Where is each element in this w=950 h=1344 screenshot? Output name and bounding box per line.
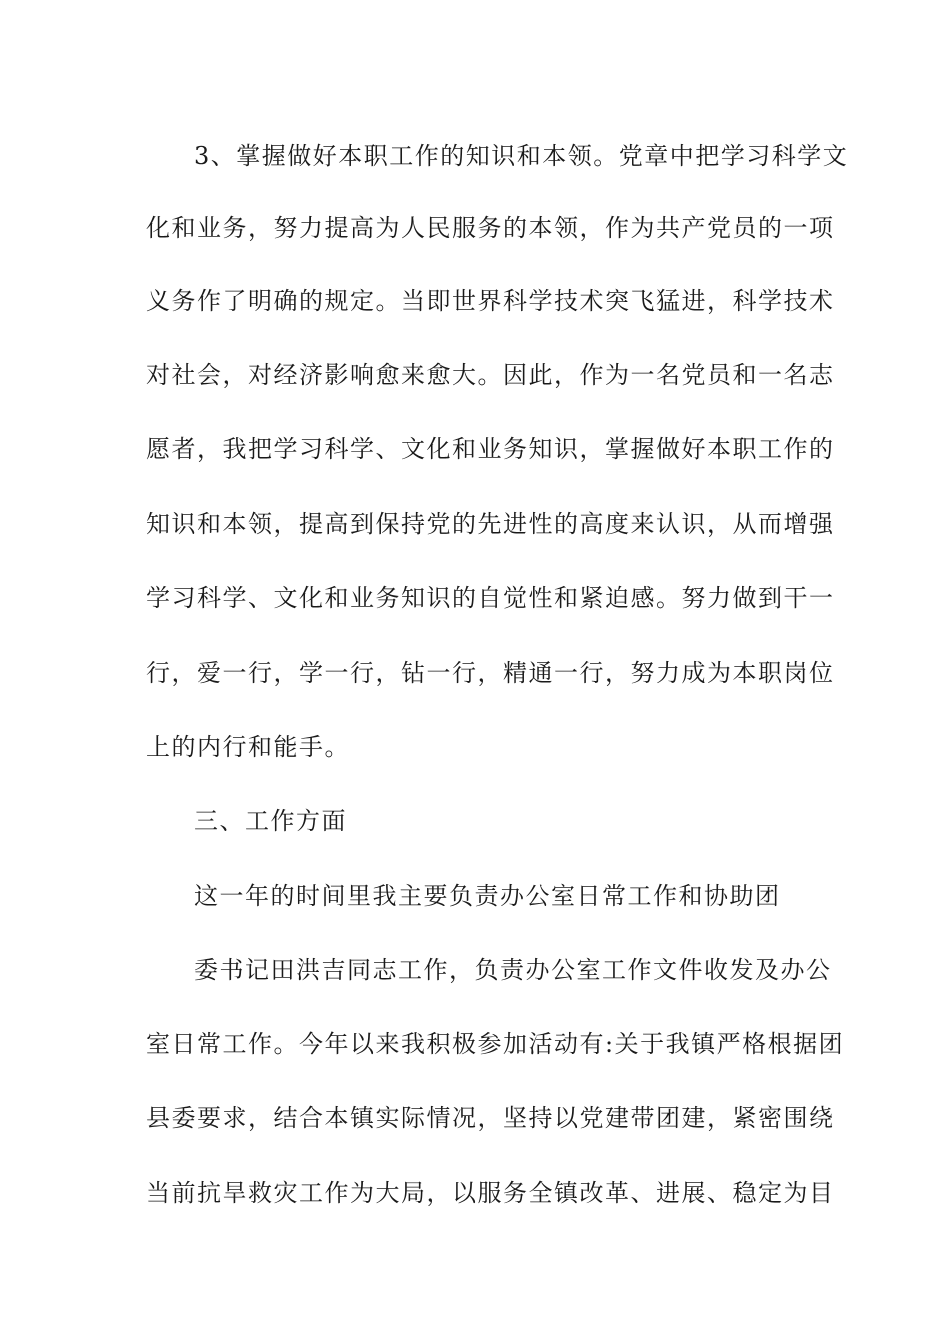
paragraph-line: 对社会，对经济影响愈来愈大。因此，作为一名党员和一名志 <box>146 361 835 389</box>
paragraph-line: 委书记田洪吉同志工作，负责办公室工作文件收发及办公 <box>194 956 832 984</box>
paragraph-line: 化和业务，努力提高为人民服务的本领，作为共产党员的一项 <box>146 214 835 242</box>
paragraph-line: 室日常工作。今年以来我积极参加活动有:关于我镇严格根据团 <box>146 1030 845 1058</box>
paragraph-line: 义务作了明确的规定。当即世界科学技术突飞猛进，科学技术 <box>146 287 835 315</box>
paragraph-line: 愿者，我把学习科学、文化和业务知识，掌握做好本职工作的 <box>146 435 835 463</box>
paragraph-line: 这一年的时间里我主要负责办公室日常工作和协助团 <box>194 882 781 910</box>
paragraph-line: 3、掌握做好本职工作的知识和本领。党章中把学习科学文 <box>194 142 849 170</box>
paragraph-line: 学习科学、文化和业务知识的自觉性和紧迫感。努力做到干一 <box>146 584 835 612</box>
paragraph-line: 县委要求，结合本镇实际情况，坚持以党建带团建，紧密围绕 <box>146 1104 835 1132</box>
paragraph-line: 行，爱一行，学一行，钻一行，精通一行，努力成为本职岗位 <box>146 659 835 687</box>
paragraph-line: 知识和本领，提高到保持党的先进性的高度来认识，从而增强 <box>146 510 835 538</box>
paragraph-line: 上的内行和能手。 <box>146 733 350 761</box>
paragraph-line: 当前抗旱救灾工作为大局，以服务全镇改革、进展、稳定为目 <box>146 1179 835 1207</box>
section-heading: 三、工作方面 <box>194 807 347 835</box>
